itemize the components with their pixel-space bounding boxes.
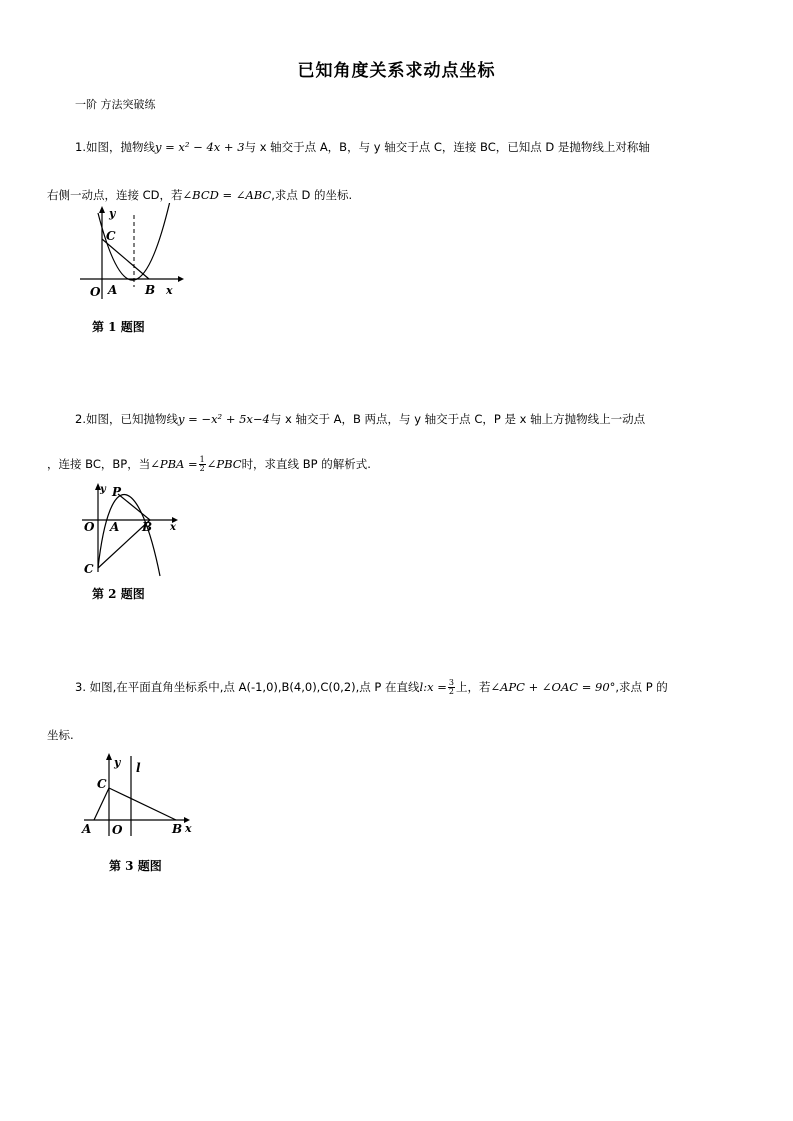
q1-line-1 xyxy=(75,139,650,155)
q2-frac-den: 2 xyxy=(199,464,205,473)
q1-label-x: x xyxy=(166,284,173,297)
q3-frac-den: 2 xyxy=(448,687,454,696)
q1-text-a: 1.如图，抛物线 xyxy=(75,140,155,154)
q2-label-a: A xyxy=(110,520,120,534)
q3-label-o: O xyxy=(112,823,123,837)
q1-label-b: B xyxy=(145,283,156,297)
q2-text-b: 与 x 轴交于 A，B 两点，与 y 轴交于点 C，P 是 x 轴上方抛物线上一动点 xyxy=(269,412,646,426)
q1-label-y: y xyxy=(109,207,116,220)
section-heading: 一阶 方法突破练 xyxy=(75,98,156,111)
q2-fraction xyxy=(199,456,206,473)
q3-segment-cb xyxy=(109,788,176,820)
q2-equation: y = −x² + 5x−4 xyxy=(177,412,270,426)
q3-line-l: l:x = xyxy=(419,680,447,694)
q3-text-b: 上，若 xyxy=(455,680,491,694)
q2-label-p: P xyxy=(112,485,122,499)
q3-fraction xyxy=(448,679,455,696)
q1-line-2 xyxy=(47,187,352,203)
q3-condition: ∠APC + ∠OAC = 90° xyxy=(490,680,616,694)
q3-segment-ac xyxy=(94,788,109,820)
q2-condition-b: ∠PBC xyxy=(206,457,242,471)
q2-figure xyxy=(80,480,185,580)
q1-label-c: C xyxy=(106,229,116,243)
q2-label-c: C xyxy=(84,562,94,576)
q1-label-o: O xyxy=(90,285,101,299)
q1-equation: y = x² − 4x + 3 xyxy=(154,140,245,154)
q3-label-a: A xyxy=(82,822,92,836)
q1-text-c: 右侧一动点，连接 CD，若 xyxy=(47,188,183,202)
q3-text-d: 坐标. xyxy=(47,728,74,742)
q2-label-x: x xyxy=(170,522,176,533)
q3-label-b: B xyxy=(172,822,183,836)
q2-parabola xyxy=(98,495,160,576)
q3-label-x: x xyxy=(185,822,192,835)
q2-line-2 xyxy=(47,456,371,473)
q2-text-d: 时，求直线 BP 的解析式. xyxy=(241,457,371,471)
q2-text-c: ，连接 BC，BP，当 xyxy=(47,457,151,471)
q1-text-b: 与 x 轴交于点 A，B，与 y 轴交于点 C，连接 BC，已知点 D 是抛物线上对称轴 xyxy=(244,140,650,154)
q1-figure xyxy=(78,203,188,303)
page-title: 已知角度关系求动点坐标 xyxy=(297,61,496,81)
q3-label-y: y xyxy=(114,756,121,769)
q2-text-a: 2.如图，已知抛物线 xyxy=(75,412,178,426)
q3-label-c: C xyxy=(97,777,107,791)
q2-condition-a: ∠PBA = xyxy=(150,457,198,471)
q2-label-b: B xyxy=(142,520,153,534)
q3-line-2 xyxy=(47,727,74,743)
q2-line-1 xyxy=(75,411,645,427)
q3-text-c: ,求点 P 的 xyxy=(615,680,668,694)
q3-figure xyxy=(78,750,198,840)
q3-line-1 xyxy=(75,679,668,696)
q1-caption: 第 1 题图 xyxy=(92,320,145,334)
q3-frac-num: 3 xyxy=(448,678,454,687)
q1-y-arrow xyxy=(99,206,105,213)
q1-condition: ∠BCD = ∠ABC xyxy=(182,188,272,202)
q3-text-a: 3. 如图,在平面直角坐标系中,点 A(-1,0),B(4,0),C(0,2),点 P 在直线 xyxy=(75,680,420,694)
q1-segment-bc xyxy=(102,239,149,279)
q3-label-l: l xyxy=(136,761,141,775)
q2-segment-bp xyxy=(118,494,150,520)
q2-frac-num: 1 xyxy=(199,455,205,464)
q1-x-arrow xyxy=(178,276,184,282)
q1-label-a: A xyxy=(108,283,118,297)
q2-label-y: y xyxy=(100,484,106,495)
q3-caption: 第 3 题图 xyxy=(109,859,162,873)
q3-y-arrow xyxy=(106,753,112,760)
q2-label-o: O xyxy=(84,520,95,534)
q2-caption: 第 2 题图 xyxy=(92,587,145,601)
q1-text-d: ,求点 D 的坐标. xyxy=(271,188,353,202)
